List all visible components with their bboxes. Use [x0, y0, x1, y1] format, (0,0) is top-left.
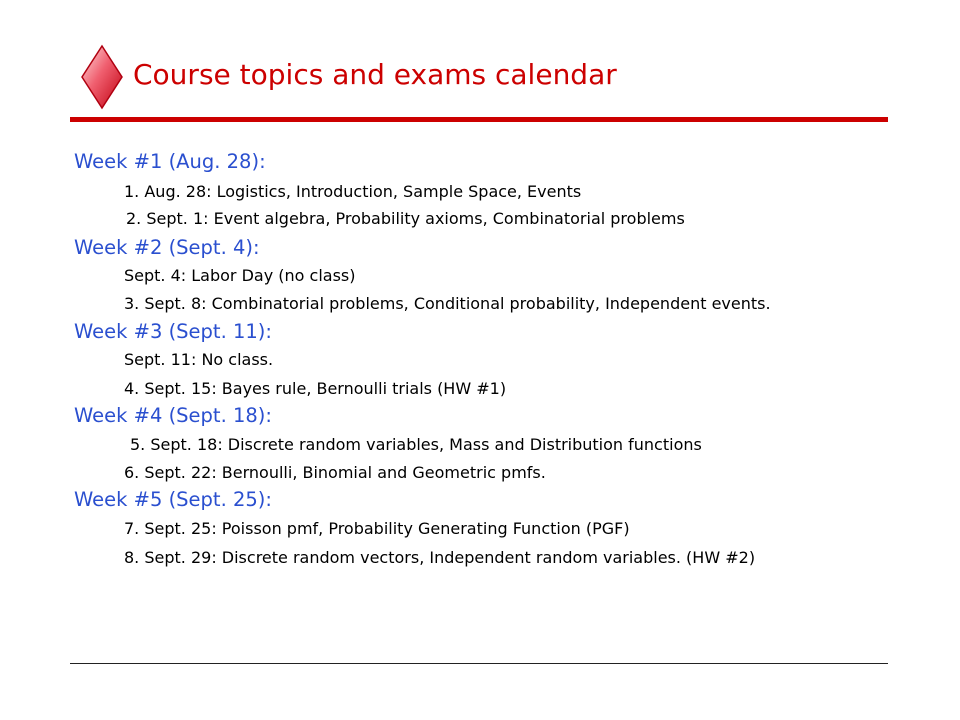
topic-item: 1. Aug. 28: Logistics, Introduction, Sample Space, Events: [124, 182, 582, 201]
topic-item: Sept. 4: Labor Day (no class): [124, 266, 356, 285]
title-underline: [70, 117, 888, 122]
week-1-heading: Week #1 (Aug. 28):: [74, 150, 266, 173]
week-3-heading: Week #3 (Sept. 11):: [74, 320, 272, 343]
topic-item: 6. Sept. 22: Bernoulli, Binomial and Geometric pmfs.: [124, 463, 546, 482]
topic-item: Sept. 11: No class.: [124, 350, 274, 369]
topic-item: 2. Sept. 1: Event algebra, Probability axioms, Combinatorial problems: [126, 209, 685, 228]
topic-item: 7. Sept. 25: Poisson pmf, Probability Generating Function (PGF): [124, 519, 630, 538]
topic-item: 3. Sept. 8: Combinatorial problems, Conditional probability, Independent events.: [124, 294, 771, 313]
week-2-heading: Week #2 (Sept. 4):: [74, 236, 260, 259]
slide-title: Course topics and exams calendar: [133, 58, 617, 91]
week-4-heading: Week #4 (Sept. 18):: [74, 404, 272, 427]
footer-divider: [70, 663, 888, 664]
topic-item: 8. Sept. 29: Discrete random vectors, Independent random variables. (HW #2): [124, 548, 756, 567]
week-5-heading: Week #5 (Sept. 25):: [74, 488, 272, 511]
diamond-bullet-icon: [80, 44, 124, 110]
topic-item: 5. Sept. 18: Discrete random variables, Mass and Distribution functions: [130, 435, 702, 454]
topic-item: 4. Sept. 15: Bayes rule, Bernoulli trials (HW #1): [124, 379, 507, 398]
